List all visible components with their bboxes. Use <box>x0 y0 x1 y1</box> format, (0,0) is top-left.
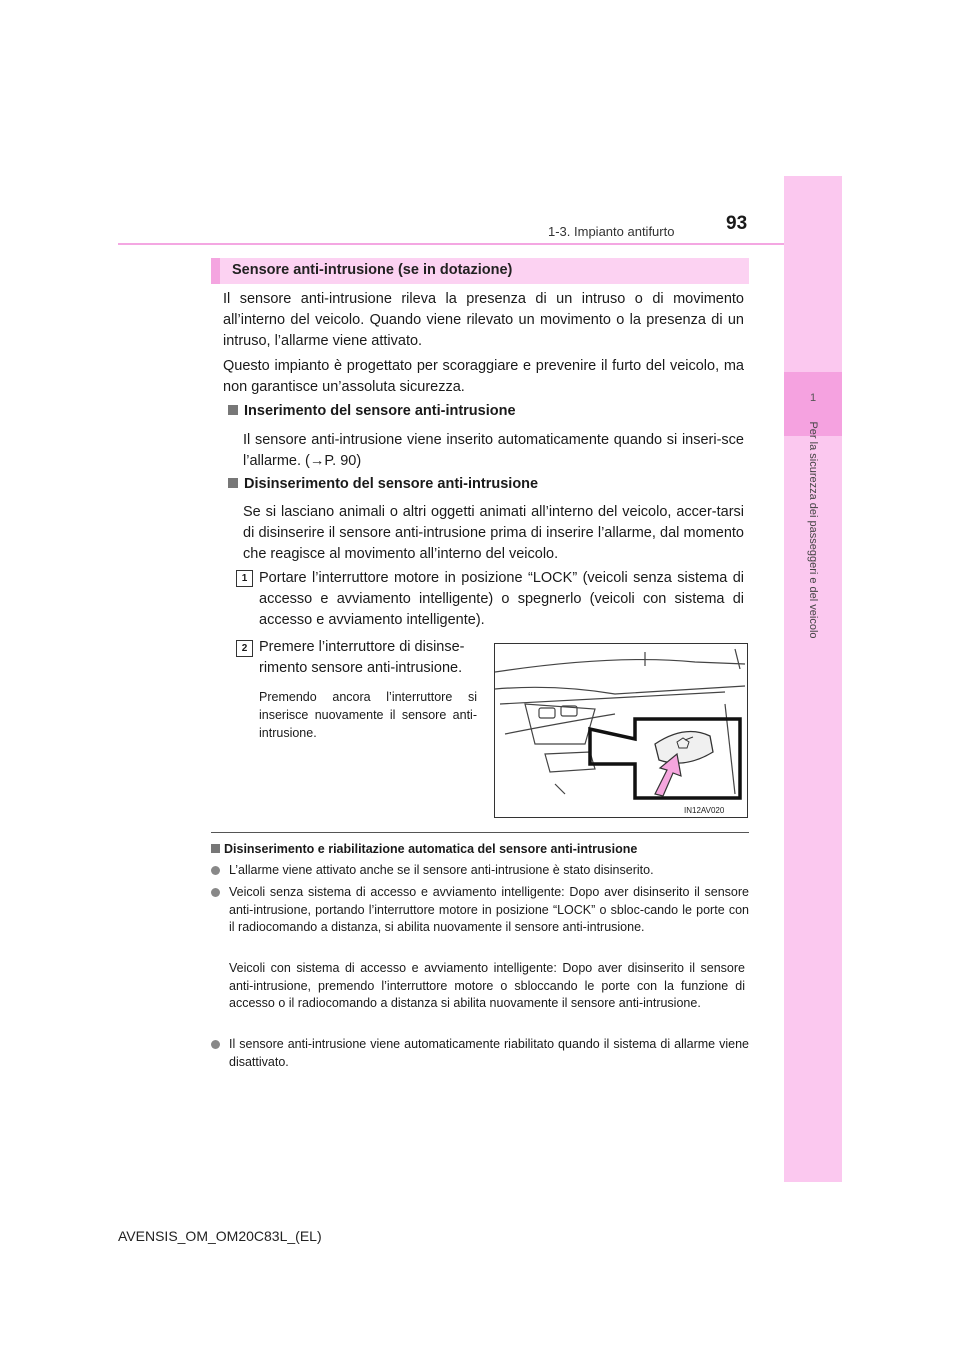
square-bullet-icon <box>211 844 220 853</box>
note-bullet-2 <box>211 884 749 937</box>
switch-illustration <box>494 643 748 818</box>
insert-heading <box>228 403 516 419</box>
step-2-text: Premere l’interruttore di disinse-rimento sensore anti-intrusione. <box>259 639 465 676</box>
notes-heading-text: Disinserimento e riabilitazione automatica del sensore anti-intrusione <box>224 842 638 856</box>
note-bullet-3-text: Il sensore anti-intrusione viene automaticamente riabilitato quando il sistema di allarme viene disattivato. <box>229 1037 749 1069</box>
disable-heading-text: Disinserimento del sensore anti-intrusione <box>244 476 539 492</box>
note-bullet-2-text: Veicoli senza sistema di accesso e avviamento intelligente: Dopo aver disinserito il sensore anti-intrusione, portando l’interruttore motore in posizione “LOCK” o sbloc-cando le porte con il radiocomando a distanza, si abilita nuovamente il sensore anti-intrusione. <box>229 885 749 935</box>
chapter-tab-label: Per la sicurezza dei passeggeri e del veicolo <box>807 421 819 639</box>
figure-code: IN12AV020 <box>684 806 725 815</box>
chapter-title: 1-3. Impianto antifurto <box>548 224 675 239</box>
bullet-dot-icon <box>211 888 220 897</box>
note-bullet-1 <box>211 862 749 880</box>
step-1-text: Portare l’interruttore motore in posizione “LOCK” (veicoli senza sistema di accesso e avviamento intelligente) o spegnerlo (veicoli con sistema di accesso e avviamento intelligente). <box>259 570 744 628</box>
chapter-tab-number: 1 <box>809 392 817 404</box>
section-title: Sensore anti-intrusione (se in dotazione) <box>232 262 513 278</box>
document-code: AVENSIS_OM_OM20C83L_(EL) <box>118 1228 322 1244</box>
insert-heading-text: Inserimento del sensore anti-intrusione <box>244 403 516 419</box>
notes-divider <box>211 832 749 833</box>
disclaimer-paragraph: Questo impianto è progettato per scoraggiare e prevenire il furto del veicolo, ma non garantisce un’assoluta sicurezza. <box>223 358 744 395</box>
note-bullet-3 <box>211 1036 749 1071</box>
note-bullet-1-text: L’allarme viene attivato anche se il sensore anti-intrusione è stato disinserito. <box>229 863 654 877</box>
notes-heading <box>211 842 637 856</box>
bullet-dot-icon <box>211 1040 220 1049</box>
step-1-badge: 1 <box>236 570 253 587</box>
step-2-badge: 2 <box>236 640 253 657</box>
disable-text: Se si lasciano animali o altri oggetti animati all’interno del veicolo, accer-tarsi di disinserire il sensore anti-intrusione prima di inserire l’allarme, dal momento che reagisce al movimento all’interno del veicolo. <box>243 504 744 562</box>
disable-heading <box>228 476 538 492</box>
step-2-note: Premendo ancora l’interruttore si inserisce nuovamente il sensore anti-intrusione. <box>259 690 477 740</box>
intro-paragraph: Il sensore anti-intrusione rileva la presenza di un intruso o di movimento all’interno del veicolo. Quando viene rilevato un movimento o la presenza di un intruso, l’allarme viene attivato. <box>223 291 744 349</box>
square-bullet-icon <box>228 405 238 415</box>
square-bullet-icon <box>228 478 238 488</box>
page-number: 93 <box>726 213 748 234</box>
bullet-dot-icon <box>211 866 220 875</box>
insert-text: Il sensore anti-intrusione viene inserito automaticamente quando si inseri-sce l’allarme. (→P. 90) <box>243 432 744 469</box>
header-rule <box>118 243 784 245</box>
overhead-console-drawing <box>495 644 747 817</box>
section-header <box>211 258 749 284</box>
note-bullet-2-continuation: Veicoli con sistema di accesso e avviamento intelligente: Dopo aver disinserito il sensore anti-intrusione, premendo l’interruttore motore o sbloccando le porte con la funzione di accesso o il radiocomando a distanza si abilita nuovamente il sensore anti-intrusione. <box>229 961 745 1011</box>
